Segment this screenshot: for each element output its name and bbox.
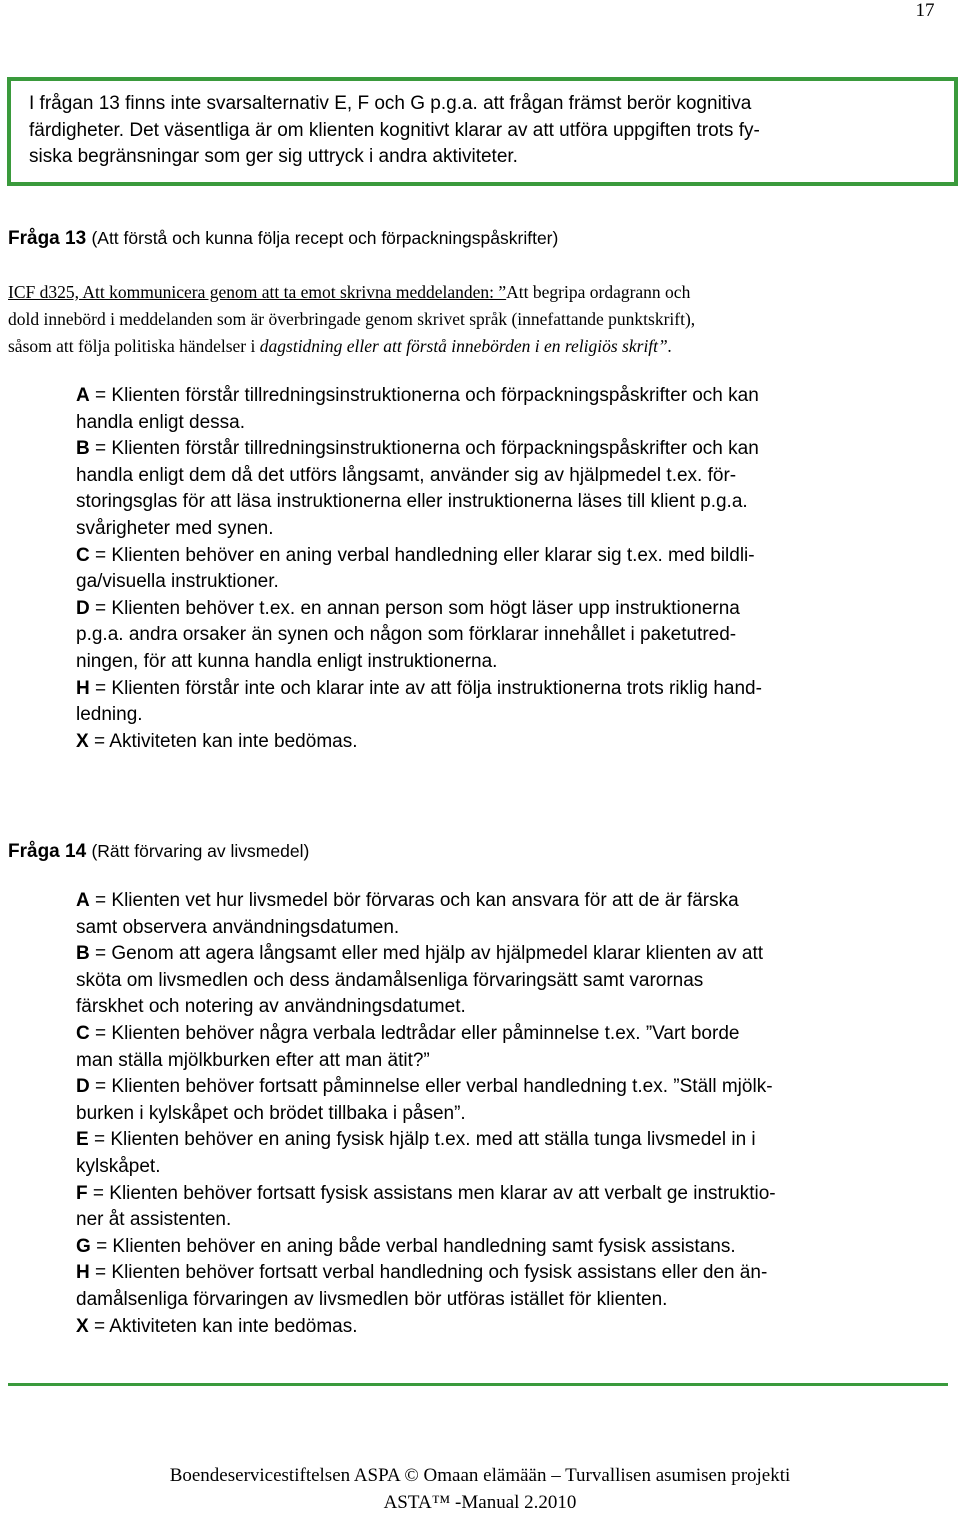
option-text: ningen, för att kunna handla enligt instruktionerna. [76, 650, 498, 672]
option-text: = Klienten behöver några verbala ledtrådar eller påminnelse t.ex. ”Vart borde [95, 1022, 740, 1044]
option-g [76, 1234, 946, 1261]
icf-text: Att begripa ordagrann och [506, 282, 691, 302]
option-text: samt observera användningsdatumen. [76, 916, 400, 938]
option-text: ledning. [76, 704, 143, 726]
option-f [76, 1181, 946, 1234]
option-c [76, 543, 946, 596]
question-14-heading [8, 839, 309, 864]
option-text: svårigheter med synen. [76, 517, 274, 539]
footer-divider [8, 1383, 948, 1386]
note-line: I frågan 13 finns inte svarsalternativ E, F och G p.g.a. att frågan främst berör kognitiva [29, 93, 752, 114]
question-13-subtitle: (Att förstå och kunna följa recept och förpackningspåskrifter) [91, 228, 559, 248]
note-line: färdigheter. Det väsentliga är om klienten kognitivt klarar av att utföra uppgiften trots fy- [29, 119, 760, 141]
option-a [76, 888, 946, 941]
option-text: = Klienten behöver en aning verbal handledning eller klarar sig t.ex. med bildli- [95, 544, 755, 566]
option-text: burken i kylskåpet och brödet tillbaka i påsen”. [76, 1102, 466, 1124]
option-text: = Klienten förstår tillredningsinstruktionerna och förpackningspåskrifter och kan [95, 385, 759, 406]
option-text: = Klienten behöver t.ex. en annan person som högt läser upp instruktionerna [95, 597, 740, 619]
question-14-subtitle: (Rätt förvaring av livsmedel) [91, 841, 310, 861]
option-key: B [76, 438, 90, 460]
option-key: A [76, 385, 90, 406]
option-d [76, 1074, 946, 1127]
option-text: = Klienten vet hur livsmedel bör förvaras och kan ansvara för att de är färska [95, 890, 739, 911]
footer-line-2: ASTA™ -Manual 2.2010 [383, 1492, 577, 1513]
option-key: X [76, 1315, 89, 1337]
option-text: = Aktiviteten kan inte bedömas. [93, 730, 358, 752]
option-x [76, 1314, 946, 1341]
footer-line-1: Boendeservicestiftelsen ASPA © Omaan elämään – Turvallisen asumisen projekti [169, 1465, 791, 1486]
option-text: handla enligt dem då det utförs långsamt, använder sig av hjälpmedel t.ex. för- [76, 464, 737, 486]
option-text: = Aktiviteten kan inte bedömas. [93, 1315, 358, 1337]
option-a [76, 383, 946, 436]
note-line: siska begränsningar som ger sig uttryck i andra aktiviteter. [29, 146, 518, 167]
option-text: man ställa mjölkburken efter att man ätit?” [76, 1049, 430, 1071]
option-key: G [76, 1235, 91, 1257]
question-14-options [76, 888, 946, 1340]
option-key: D [76, 1076, 90, 1098]
option-text: p.g.a. andra orsaker än synen och någon som förklarar innehållet i paketutred- [76, 624, 737, 646]
option-key: F [76, 1182, 88, 1204]
option-text: = Klienten behöver en aning fysisk hjälp t.ex. med att ställa tunga livsmedel in i [93, 1129, 756, 1151]
option-e [76, 1127, 946, 1180]
option-key: D [76, 597, 90, 619]
option-text: = Klienten behöver fortsatt fysisk assistans men klarar av att verbalt ge instruktio- [92, 1182, 776, 1204]
icf-text: såsom att följa politiska händelser i [8, 336, 260, 356]
option-b [76, 941, 946, 1021]
option-key: X [76, 730, 89, 752]
option-key: C [76, 544, 90, 566]
option-key: A [76, 890, 90, 911]
option-text: = Klienten förstår tillredningsinstruktionerna och förpackningspåskrifter och kan [95, 438, 759, 460]
option-c [76, 1021, 946, 1074]
option-text: handla enligt dessa. [76, 411, 246, 433]
option-x [76, 729, 946, 756]
option-h [76, 1260, 946, 1313]
option-text: ga/visuella instruktioner. [76, 571, 279, 593]
icf-definition [8, 279, 948, 360]
option-text: färskhet och notering av användningsdatumet. [76, 996, 466, 1018]
option-text: damålsenliga förvaringen av livsmedlen bör utföras istället för klienten. [76, 1288, 668, 1310]
question-13-heading [8, 226, 558, 251]
icf-text: dold innebörd i meddelanden som är överbringade genom skrivet språk (innefattande punktskrift), [8, 309, 696, 329]
option-text: storingsglas för att läsa instruktionerna eller instruktionerna läses till klient p.g.a. [76, 491, 748, 513]
option-d [76, 596, 946, 676]
option-text: ner åt assistenten. [76, 1209, 232, 1231]
option-text: = Klienten förstår inte och klarar inte av att följa instruktionerna trots riklig hand- [95, 677, 762, 699]
icf-italic-text: dagstidning eller att förstå innebörden i en religiös skrift”. [259, 336, 673, 356]
option-text: = Genom att agera långsamt eller med hjälp av hjälpmedel klarar klienten av att [95, 943, 764, 965]
option-key: H [76, 1262, 90, 1284]
option-key: C [76, 1022, 90, 1044]
question-13-label: Fråga 13 [8, 228, 87, 249]
option-text: sköta om livsmedlen och dess ändamålsenliga förvaringsätt samt varornas [76, 969, 704, 991]
page-number: 17 [915, 0, 935, 21]
option-text: = Klienten behöver fortsatt påminnelse eller verbal handledning t.ex. ”Ställ mjölk- [95, 1076, 773, 1098]
note-box [7, 77, 958, 186]
option-key: H [76, 677, 90, 699]
option-text: = Klienten behöver en aning både verbal handledning samt fysisk assistans. [96, 1235, 736, 1257]
question-14-label: Fråga 14 [8, 841, 87, 862]
icf-code-link: ICF d325, Att kommunicera genom att ta emot skrivna meddelanden: ” [8, 282, 507, 302]
option-h [76, 676, 946, 729]
option-b [76, 436, 946, 542]
option-text: kylskåpet. [76, 1155, 161, 1177]
option-key: E [76, 1129, 89, 1151]
question-13-options [76, 383, 946, 755]
option-key: B [76, 943, 90, 965]
option-text: = Klienten behöver fortsatt verbal handledning och fysisk assistans eller den än- [95, 1262, 768, 1284]
